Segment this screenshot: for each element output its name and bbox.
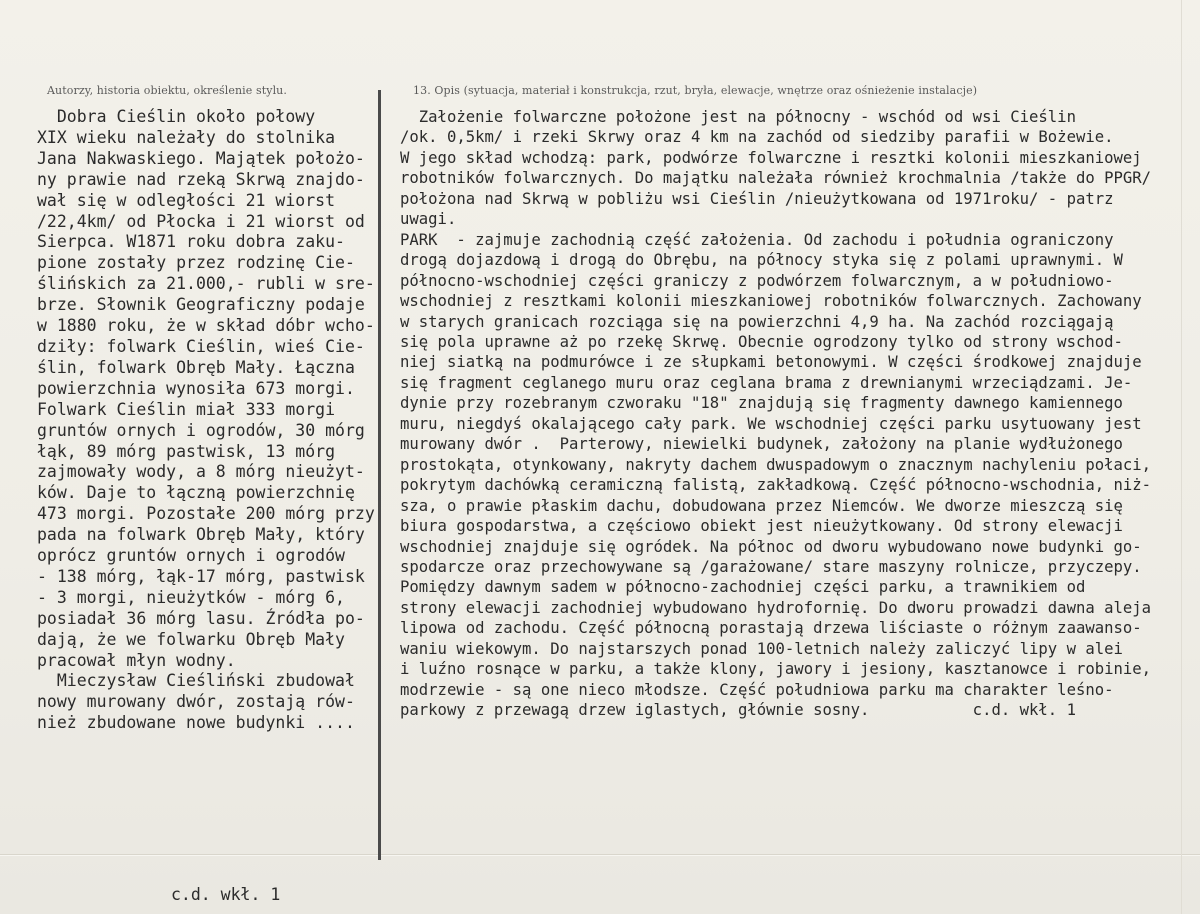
text-line: parkowy z przewagą drzew iglastych, głównie sosny. c.d. wkł. 1: [400, 701, 1076, 720]
text-line: - 138 mórg, łąk-17 mórg, pastwisk: [37, 566, 365, 586]
text-line: Jana Nakwaskiego. Majątek położo-: [37, 148, 365, 168]
text-line: Założenie folwarczne położone jest na północny - wschód od wsi Cieślin: [400, 108, 1076, 126]
text-line: Mieczysław Cieśliński zbudował: [37, 671, 355, 691]
right-column-header: 13. Opis (sytuacja, materiał i konstrukcja, rzut, bryła, elewacje, wnętrze oraz ośnieżenie instalacje): [413, 84, 978, 97]
text-line: waniu wiekowym. Do najstarszych ponad 100-letnich należy zaliczyć lipy w alei: [400, 639, 1123, 658]
text-line: /ok. 0,5km/ i rzeki Skrwy oraz 4 km na zachód od siedziby parafii w Bożewie.: [400, 128, 1114, 147]
text-line: lipowa od zachodu. Część północną porastają drzewa liściaste o różnym zaawanso-: [400, 619, 1142, 638]
text-line: pada na folwark Obręb Mały, który: [37, 525, 365, 545]
text-line: powierzchnia wynosiła 673 morgi.: [37, 378, 355, 398]
text-line: północno-wschodniej części graniczy z podwórzem folwarcznym, a w południowo-: [400, 271, 1114, 290]
text-line: XIX wieku należały do stolnika: [37, 127, 336, 147]
left-column-text: [37, 107, 377, 734]
text-line: posiadał 36 mórg lasu. Źródła po-: [37, 608, 365, 628]
text-line: wał się w odległości 21 wiorst: [37, 190, 336, 210]
text-line: dynie przy rozebranym czworaku "18" znajdują się fragmenty dawnego kamiennego: [400, 394, 1123, 413]
text-line: modrzewie - są one nieco młodsze. Część południowa parku ma charakter leśno-: [400, 680, 1114, 699]
text-line: /22,4km/ od Płocka i 21 wiorst od: [37, 211, 365, 231]
text-line: pracował młyn wodny.: [37, 650, 236, 670]
text-line: wschodniej z resztkami kolonii mieszkaniowej robotników folwarcznych. Zachowany: [400, 292, 1142, 311]
text-line: Folwark Cieślin miał 333 morgi: [37, 399, 336, 419]
text-line: wschodniej znajduje się ogródek. Na północ od dworu wybudowano nowe budynki go-: [400, 537, 1142, 556]
text-line: gruntów ornych i ogrodów, 30 mórg: [37, 420, 365, 440]
text-line: w starych granicach rozciąga się na powierzchni 4,9 ha. Na zachód rozciągają: [400, 312, 1114, 331]
text-line: murowany dwór . Parterowy, niewielki budynek, założony na planie wydłużonego: [400, 435, 1123, 454]
text-line: ków. Daje to łączną powierzchnię: [37, 483, 355, 503]
text-line: dają, że we folwarku Obręb Mały: [37, 629, 345, 649]
text-line: drogą dojazdową i drogą do Obrębu, na północy styka się z polami uprawnymi. W: [400, 251, 1123, 270]
text-line: położona nad Skrwą w pobliżu wsi Cieślin /nieużytkowana od 1971roku/ - patrz: [400, 189, 1114, 208]
text-line: i luźno rosnące w parku, a także klony, jawory i jesiony, kasztanowce i robinie,: [400, 660, 1152, 679]
text-line: w 1880 roku, że w skład dóbr wcho-: [37, 316, 375, 336]
text-line: W jego skład wchodzą: park, podwórze folwarczne i resztki kolonii mieszkaniowej: [400, 148, 1142, 167]
text-line: niej siatką na podmurówce i ze słupkami betonowymi. W części środkowej znajduje: [400, 353, 1142, 372]
text-line: dziły: folwark Cieślin, wieś Cie-: [37, 336, 365, 356]
text-line: PARK - zajmuje zachodnią część założenia. Od zachodu i południa ograniczony: [400, 230, 1114, 249]
text-line: strony elewacji zachodniej wybudowano hydrofornię. Do dworu prowadzi dawna aleja: [400, 598, 1152, 617]
text-line: się fragment ceglanego muru oraz ceglana brama z drewnianymi wrzeciądzami. Je-: [400, 373, 1133, 392]
text-line: prostokąta, otynkowany, nakryty dachem dwuspadowym o znacznym nachyleniu połaci,: [400, 455, 1152, 474]
text-line: 473 morgi. Pozostałe 200 mórg przy: [37, 504, 375, 524]
paper-fold-line: [0, 854, 1200, 855]
text-line: spodarcze oraz przechowywane są /garażowane/ stare maszyny rolnicze, przyczepy.: [400, 557, 1142, 576]
column-divider: [378, 90, 381, 860]
text-line: pokrytym dachówką ceramiczną falistą, zakładkową. Część północno-wschodnia, niż-: [400, 476, 1152, 495]
left-column-header: Autorzy, historia obiektu, określenie stylu.: [47, 84, 287, 97]
text-line: zajmowały wody, a 8 mórg nieużyt-: [37, 462, 365, 482]
text-line: się pola uprawne aż po rzekę Skrwę. Obecnie ogrodzony tylko od strony wschod-: [400, 332, 1123, 351]
text-line: Sierpca. W1871 roku dobra zaku-: [37, 232, 345, 252]
text-line: robotników folwarcznych. Do majątku należała również krochmalnia /także do PPGR/: [400, 169, 1152, 188]
text-line: biura gospodarstwa, a częściowo obiekt jest nieużytkowany. Od strony elewacji: [400, 517, 1123, 536]
text-line: nowy murowany dwór, zostają rów-: [37, 692, 355, 712]
right-column-text: [400, 107, 1190, 721]
text-line: ślin, folwark Obręb Mały. Łączna: [37, 357, 355, 377]
text-line: brze. Słownik Geograficzny podaje: [37, 295, 365, 315]
text-line: Pomiędzy dawnym sadem w północno-zachodniej części parku, a trawnikiem od: [400, 578, 1086, 597]
text-line: nież zbudowane nowe budynki ....: [37, 713, 355, 733]
text-line: oprócz gruntów ornych i ogrodów: [37, 546, 345, 566]
text-line: pione zostały przez rodzinę Cie-: [37, 253, 355, 273]
text-line: ślińskich za 21.000,- rubli w sre-: [37, 274, 375, 294]
text-line: łąk, 89 mórg pastwisk, 13 mórg: [37, 441, 336, 461]
text-line: muru, niegdyś okalającego cały park. We wschodniej części parku usytuowany jest: [400, 414, 1142, 433]
text-line: Dobra Cieślin około połowy: [37, 107, 316, 126]
text-line: - 3 morgi, nieużytków - mórg 6,: [37, 587, 345, 607]
text-line: uwagi.: [400, 210, 457, 229]
text-line: ny prawie nad rzeką Skrwą znajdo-: [37, 169, 365, 189]
continuation-note: c.d. wkł. 1: [171, 885, 281, 904]
text-line: sza, o prawie płaskim dachu, dobudowana przez Niemców. We dworze mieszczą się: [400, 496, 1123, 515]
